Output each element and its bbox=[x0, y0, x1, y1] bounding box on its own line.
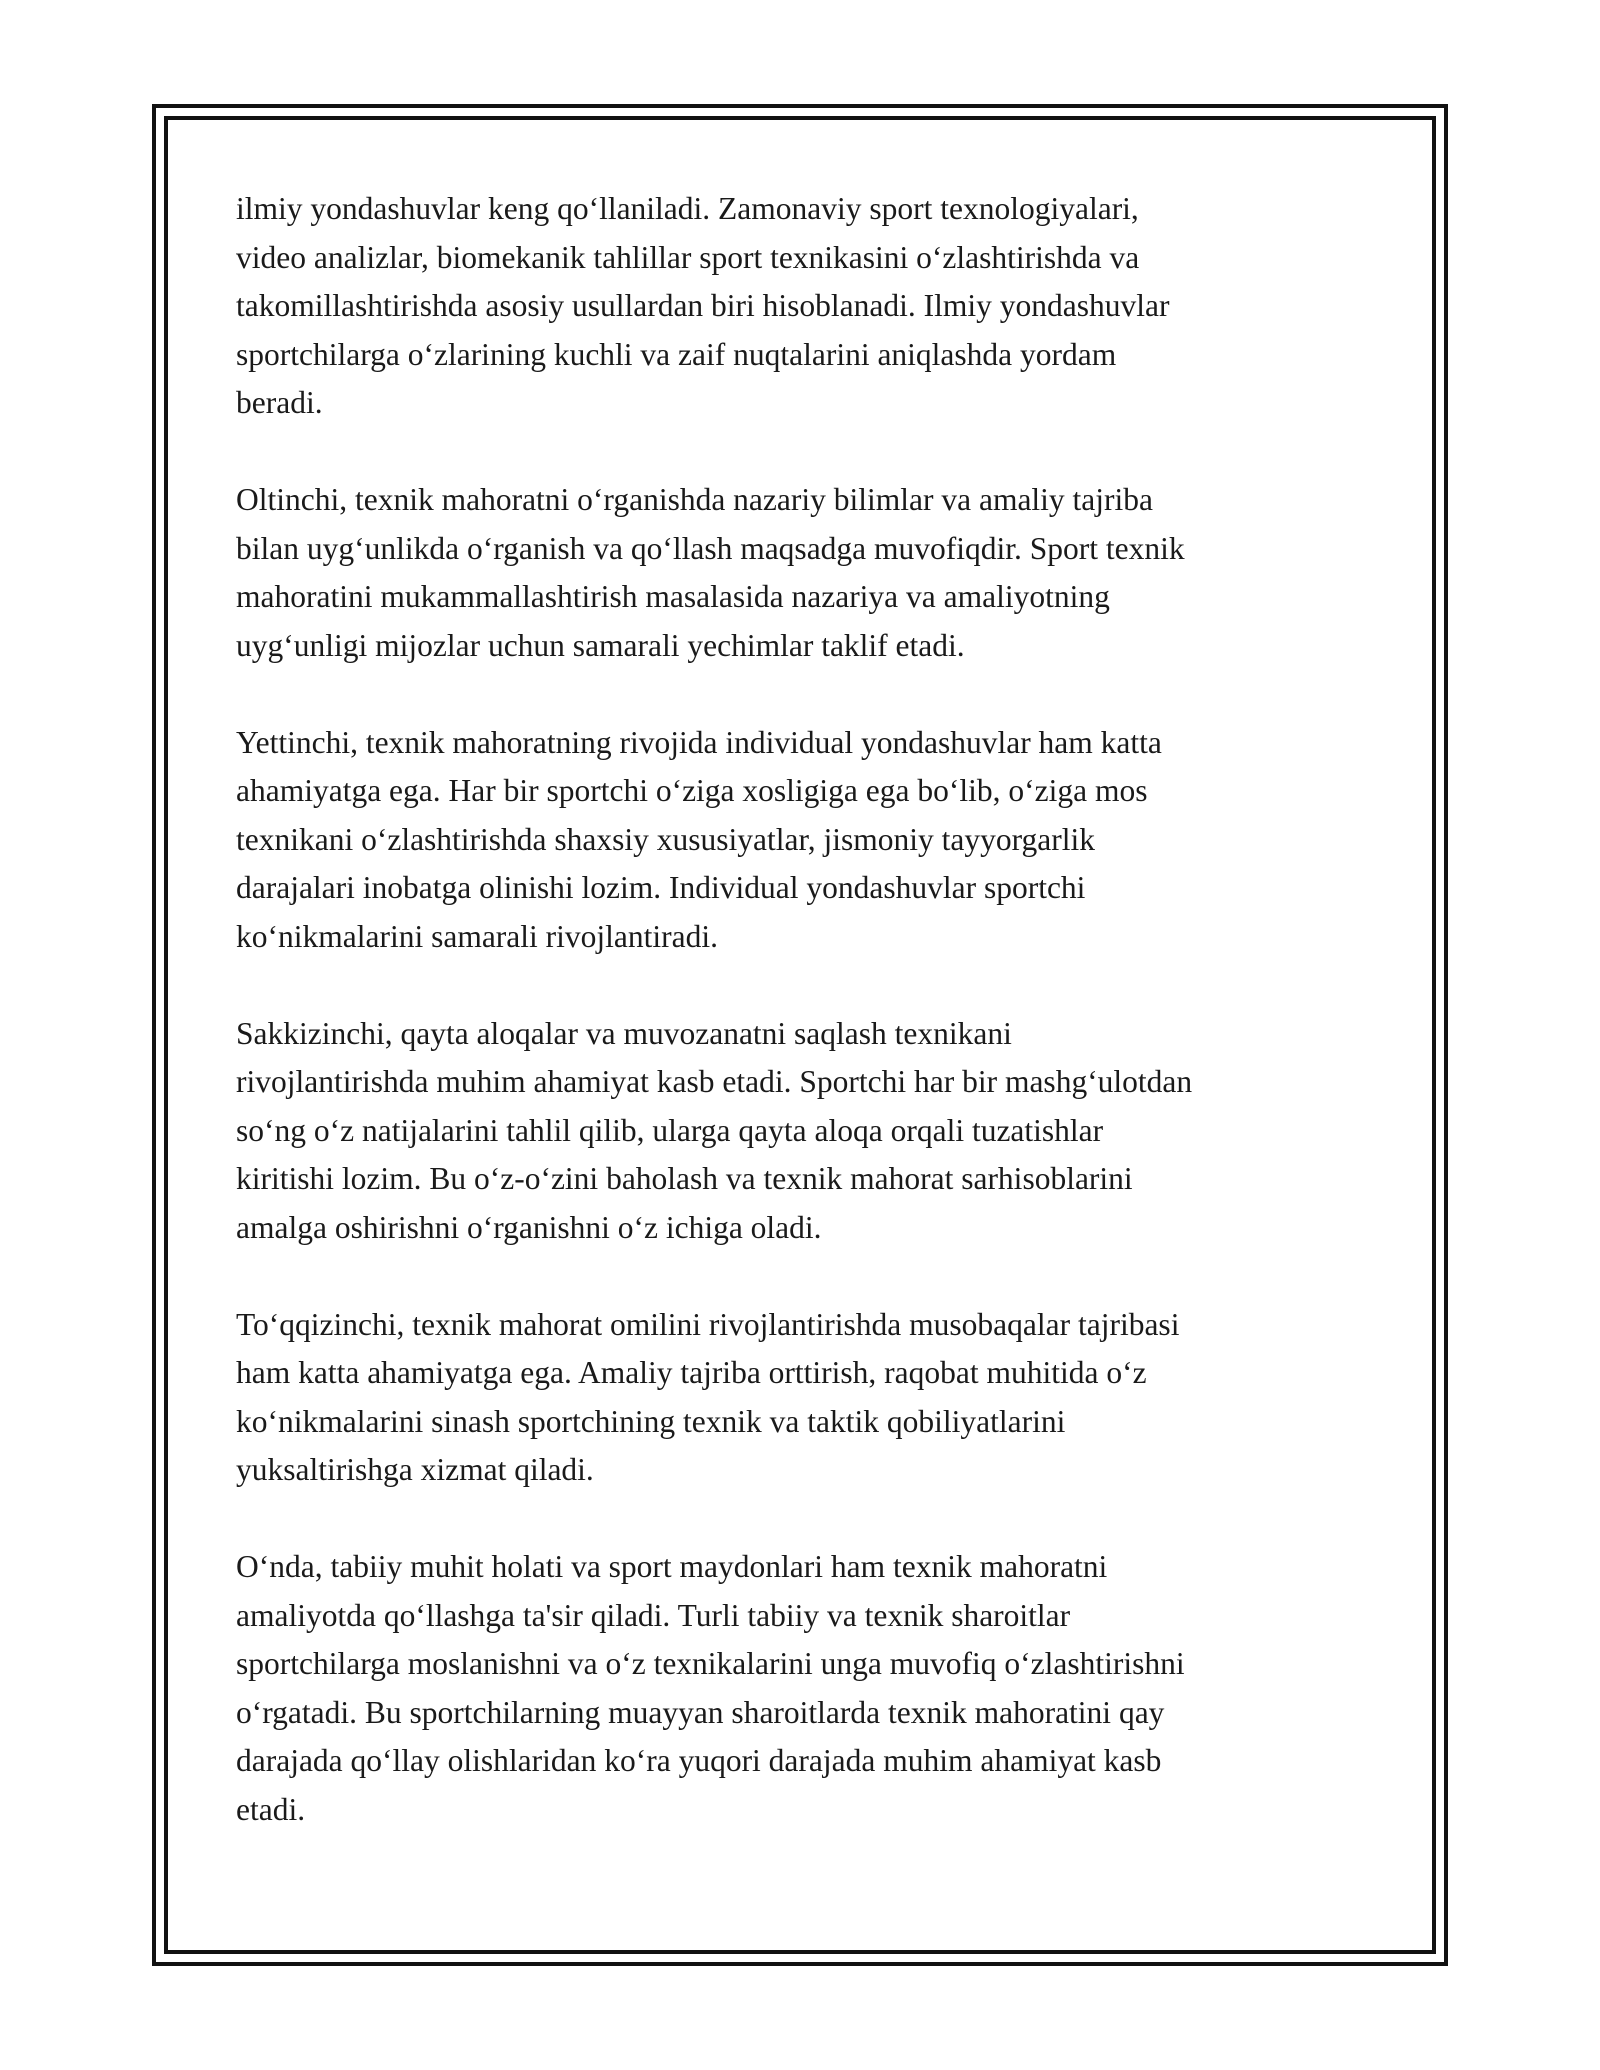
paragraph bbox=[236, 1010, 1366, 1253]
text-line: ko‘nikmalarini samarali rivojlantiradi. bbox=[236, 918, 718, 954]
text-line: beradi. bbox=[236, 385, 323, 420]
paragraph bbox=[236, 719, 1366, 962]
text-line: video analizlar, biomekanik tahlillar sport texnikasini o‘zlashtirishda va bbox=[236, 239, 1140, 275]
text-line: rivojlantirishda muhim ahamiyat kasb etadi. Sportchi har bir mashg‘ulotdan bbox=[236, 1064, 1193, 1099]
text-line: takomillashtirishda asosiy usullardan biri hisoblanadi. Ilmiy yondashuvlar bbox=[236, 288, 1170, 323]
text-line: etadi. bbox=[236, 1791, 306, 1827]
text-line: ham katta ahamiyatga ega. Amaliy tajriba orttirish, raqobat muhitida o‘z bbox=[236, 1355, 1147, 1390]
text-line: Oltinchi, texnik mahoratni o‘rganishda nazariy bilimlar va amaliy tajriba bbox=[236, 482, 1154, 517]
text-line: ahamiyatga ega. Har bir sportchi o‘ziga xosligiga ega bo‘lib, o‘ziga mos bbox=[236, 773, 1148, 808]
text-line: ilmiy yondashuvlar keng qo‘llaniladi. Zamonaviy sport texnologiyalari, bbox=[236, 191, 1139, 226]
text-line: o‘rgatadi. Bu sportchilarning muayyan sharoitlarda texnik mahoratini qay bbox=[236, 1694, 1165, 1730]
text-line: so‘ng o‘z natijalarini tahlil qilib, ularga qayta aloqa orqali tuzatishlar bbox=[236, 1112, 1104, 1148]
paragraph bbox=[236, 1543, 1366, 1834]
text-line: darajada qo‘llay olishlaridan ko‘ra yuqori darajada muhim ahamiyat kasb bbox=[236, 1743, 1162, 1778]
text-line: amaliyotda qo‘llashga ta'sir qiladi. Turli tabiiy va texnik sharoitlar bbox=[236, 1597, 1071, 1633]
text-line: mahoratini mukammallashtirish masalasida nazariya va amaliyotning bbox=[236, 579, 1110, 614]
text-line: To‘qqizinchi, texnik mahorat omilini rivojlantirishda musobaqalar tajribasi bbox=[236, 1306, 1180, 1342]
paragraph bbox=[236, 1301, 1366, 1495]
document-body bbox=[236, 185, 1366, 1834]
text-line: sportchilarga o‘zlarining kuchli va zaif nuqtalarini aniqlashda yordam bbox=[236, 336, 1117, 372]
text-line: yuksaltirishga xizmat qiladi. bbox=[236, 1452, 594, 1487]
paragraph bbox=[236, 185, 1366, 428]
text-line: sportchilarga moslanishni va o‘z texnikalarini unga muvofiq o‘zlashtirishni bbox=[236, 1646, 1185, 1681]
text-line: texnikani o‘zlashtirishda shaxsiy xususiyatlar, jismoniy tayyorgarlik bbox=[236, 821, 1096, 857]
text-line: ko‘nikmalarini sinash sportchining texnik va taktik qobiliyatlarini bbox=[236, 1403, 1066, 1439]
text-line: O‘nda, tabiiy muhit holati va sport maydonlari ham texnik mahoratni bbox=[236, 1549, 1108, 1584]
text-line: darajalari inobatga olinishi lozim. Individual yondashuvlar sportchi bbox=[236, 870, 1086, 905]
text-line: bilan uyg‘unlikda o‘rganish va qo‘llash maqsadga muvofiqdir. Sport texnik bbox=[236, 530, 1185, 566]
paragraph bbox=[236, 476, 1366, 670]
text-line: amalga oshirishni o‘rganishni o‘z ichiga oladi. bbox=[236, 1209, 822, 1245]
text-line: uyg‘unligi mijozlar uchun samarali yechimlar taklif etadi. bbox=[236, 627, 965, 663]
text-line: kiritishi lozim. Bu o‘z-o‘zini baholash va texnik mahorat sarhisoblarini bbox=[236, 1161, 1133, 1196]
text-line: Yettinchi, texnik mahoratning rivojida individual yondashuvlar ham katta bbox=[236, 724, 1162, 760]
text-line: Sakkizinchi, qayta aloqalar va muvozanatni saqlash texnikani bbox=[236, 1015, 1012, 1051]
